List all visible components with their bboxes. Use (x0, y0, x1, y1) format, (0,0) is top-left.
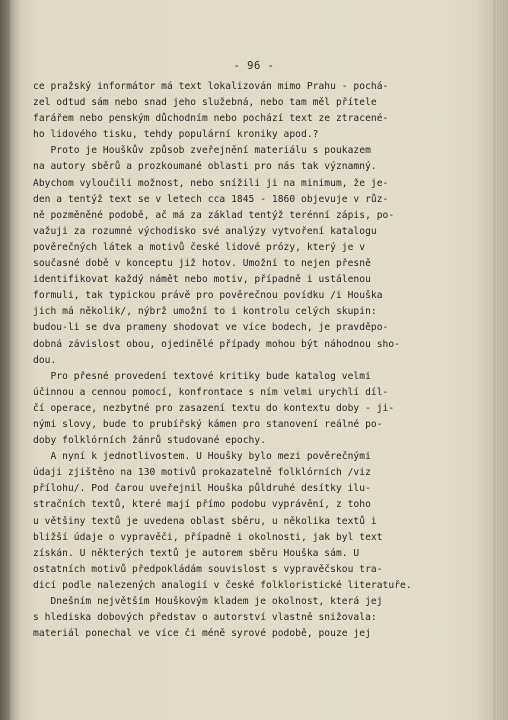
text-line: Abychom vyloučili možnost, nebo snížili ji na minimum, že je- (33, 177, 389, 189)
text-line: účinnou a cennou pomocí, konfrontace s ním velmi urychlí díl- (33, 386, 389, 398)
text-line: údaji zjištěno na 130 motivů prokazatelně folklórních /viz (33, 467, 371, 479)
text-line: ně pozměněné podobě, ač má za základ tentýž terénní zápis, po- (33, 209, 395, 221)
text-line: Pro přesné provedení textové kritiky bude katalog velmi (33, 370, 371, 382)
text-line: bližší údaje o vypravěči, případně i okolnosti, jak byl text (33, 531, 383, 543)
text-line: na autory sběrů a prozkoumané oblasti pro nás tak významný. (33, 161, 377, 173)
text-line: ho lidového tisku, tehdy populární kroniky apod.? (33, 129, 319, 141)
text-line: jich má několik/, nýbrž umožní to i kontrolu celých skupin: (33, 306, 377, 318)
text-line: den a tentýž text se v letech cca 1845 - 1860 objevuje v růz- (33, 193, 389, 205)
text-line: farářem nebo penským důchodním nebo pochází text ze ztracené- (33, 113, 389, 125)
text-line: stračních textů, které mají přímo podobu vyprávění, z toho (33, 499, 371, 511)
text-line: identifikovat každý námět nebo motiv, případně i ustálenou (33, 274, 371, 286)
text-line: materiál ponechal ve více či méně syrové podobě, pouze jej (33, 628, 371, 640)
text-line: dobná závislost obou, ojedinělé případy mohou být náhodnou sho- (33, 338, 401, 350)
text-line: současné době v konceptu již hotov. Umožní to nejen přesně (33, 258, 371, 270)
binding-shadow (0, 0, 10, 720)
text-line: ostatních motivů předpokládám souvislost s vypravěčskou tra- (33, 563, 383, 575)
typewritten-text (33, 79, 443, 642)
text-line: formuli, tak typickou právě pro pověrečnou povídku /i Houška (33, 290, 383, 302)
text-line: čí operace, nezbytné pro zasazení textu do kontextu doby - ji- (33, 402, 395, 414)
text-line: s hlediska dobových představ o autorství vlastně snižovala: (33, 612, 377, 624)
text-line: Proto je Houškův způsob zveřejnění materiálu s poukazem (33, 145, 371, 157)
text-line: dicí podle nalezených analogií v české folkloristické literatuře. (33, 579, 412, 591)
text-line: doby folklórních žánrů studované epochy. (33, 435, 267, 447)
text-line: pověrečných látek a motivů české lidové prózy, který je v (33, 241, 366, 253)
page-number: - 96 - (233, 60, 275, 72)
text-line: zel odtud sám nebo snad jeho služebná, nebo tam měl přítele (33, 97, 377, 109)
text-line: přílohu/. Pod čarou uveřejnil Houška půldruhé desítky ilu- (33, 483, 371, 495)
page-stack-edge (494, 0, 508, 720)
text-line: dou. (33, 354, 57, 366)
text-line: budou-li se dva prameny shodovat ve více bodech, je pravděpo- (33, 322, 389, 334)
text-line: u většiny textů je uvedena oblast sběru, u několika textů i (33, 515, 377, 527)
text-line: važuji za rozumné východisko své analýzy vytvoření katalogu (33, 225, 377, 237)
text-line: nými slovy, bude to prubířský kámen pro stanovení reálné po- (33, 418, 383, 430)
text-line: ce pražský informátor má text lokalizován mimo Prahu - pochá- (33, 81, 389, 92)
text-line: Dnešním největším Houškovým kladem je okolnost, která jej (33, 596, 383, 607)
text-line: získán. U některých textů je autorem sběru Houška sám. U (33, 547, 360, 559)
text-line: A nyní k jednotlivostem. U Houšky bylo mezi pověrečnými (33, 451, 371, 463)
